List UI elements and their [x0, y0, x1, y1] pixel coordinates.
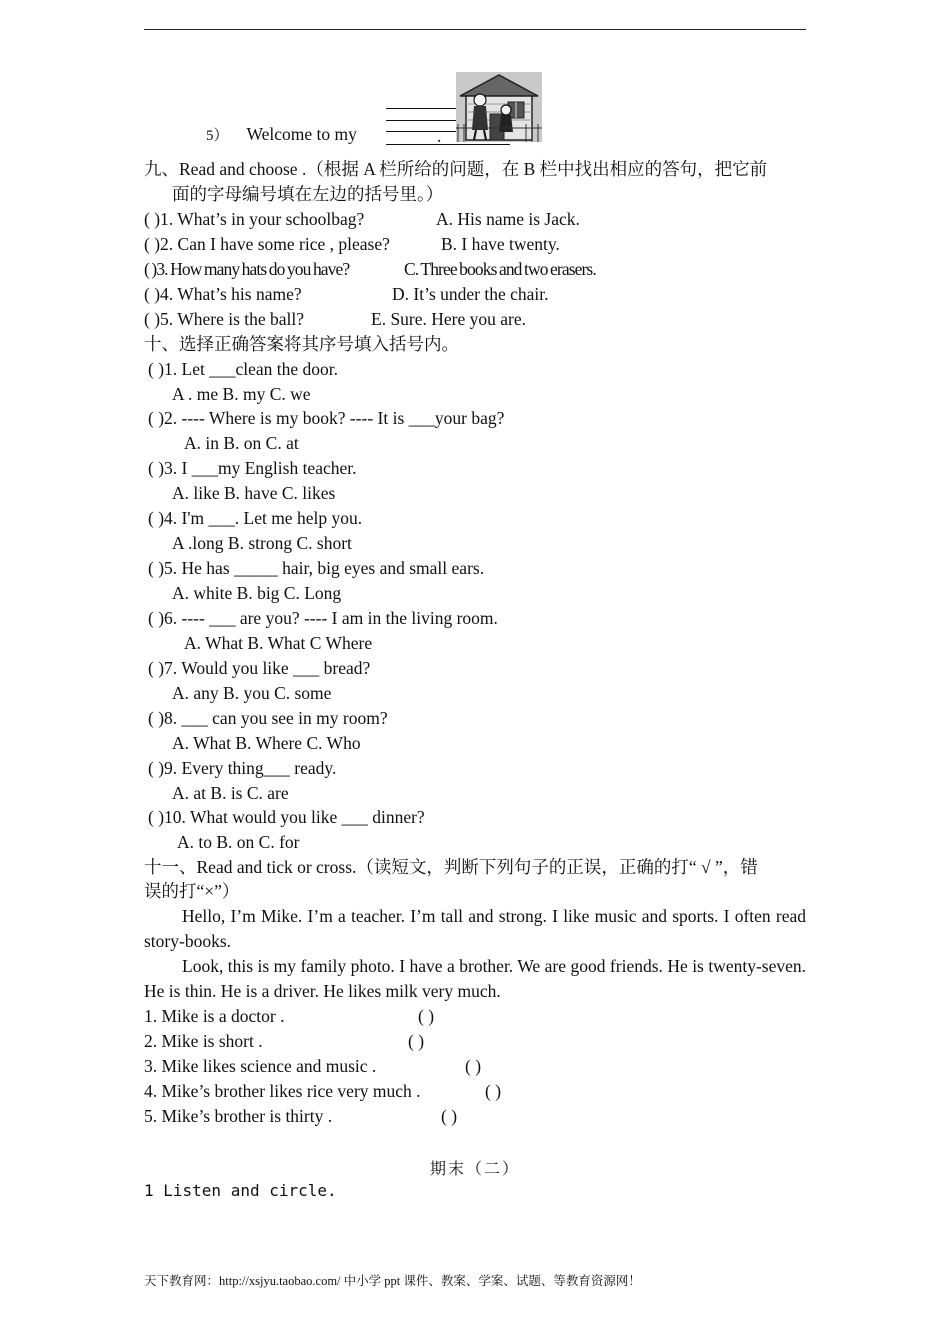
section9-question: ( )4. What’s his name?	[144, 284, 302, 304]
section10-question: ( )1. Let ___clean the door.	[148, 359, 339, 379]
reading-paragraph-2: Look, this is my family photo. I have a brother. We are good friends. He is twenty-seven. He is thin. He is a driver. He likes milk very much.	[144, 956, 806, 1001]
page-footer: 天下教育网：http://xsjyu.taobao.com/ 中小学 ppt 课件、教案、学案、试题、等教育资源网！	[144, 1274, 641, 1288]
section10-options: A .long B. strong C. short	[172, 533, 352, 553]
top-rule	[144, 29, 806, 30]
section10-options: A. to B. on C. for	[177, 832, 300, 852]
answer-line-4	[386, 144, 510, 145]
tick-cross-statement: 3. Mike likes science and music .	[144, 1056, 377, 1076]
section9-question: ( )3. How many hats do you have?	[144, 259, 350, 279]
tick-cross-bracket: ( )	[441, 1106, 458, 1126]
section10-question: ( )3. I ___my English teacher.	[148, 458, 357, 478]
section10-options: A. What B. What C Where	[184, 633, 373, 653]
tick-cross-statement: 2. Mike is short .	[144, 1031, 263, 1051]
house-picture	[456, 72, 542, 142]
answer-line-3	[386, 131, 456, 132]
section9-header-line1: 九、Read and choose .（根据 A 栏所给的问题，在 B 栏中找出相应的答句，把它前	[144, 159, 768, 179]
section10-options: A. at B. is C. are	[172, 783, 289, 803]
question-5-text: Welcome to my	[246, 124, 357, 144]
section9-answer: D. It’s under the chair.	[392, 284, 549, 304]
section11-header-line1: 十一、Read and tick or cross.（读短文，判断下列句子的正误，正确的打“ √ ”，错	[144, 857, 758, 877]
reading-paragraph-1: Hello, I’m Mike. I’m a teacher. I’m tall and strong. I like music and sports. I often read story-books.	[144, 906, 806, 951]
answer-line-1	[386, 108, 456, 109]
section10-question: ( )10. What would you like ___ dinner?	[148, 807, 425, 827]
section10-question: ( )8. ___ can you see in my room?	[148, 708, 388, 728]
section10-question: ( )4. I'm ___. Let me help you.	[148, 508, 363, 528]
question-5-number: 5）	[206, 128, 229, 144]
section9-question: ( )5. Where is the ball?	[144, 309, 305, 329]
section9-header-line2: 面的字母编号填在左边的括号里。）	[172, 184, 444, 204]
section10-options: A. in B. on C. at	[184, 433, 299, 453]
tick-cross-statement: 4. Mike’s brother likes rice very much .	[144, 1081, 421, 1101]
section10-question: ( )9. Every thing___ ready.	[148, 758, 337, 778]
section10-options: A. What B. Where C. Who	[172, 733, 361, 753]
section10-options: A . me B. my C. we	[172, 384, 311, 404]
section10-question: ( )5. He has _____ hair, big eyes and small ears.	[148, 558, 485, 578]
section9-question: ( )2. Can I have some rice , please?	[144, 234, 390, 254]
section10-options: A. white B. big C. Long	[172, 583, 342, 603]
part2-first-line: 1 Listen and circle.	[144, 1181, 337, 1200]
tick-cross-statement: 1. Mike is a doctor .	[144, 1006, 285, 1026]
tick-cross-bracket: ( )	[465, 1056, 482, 1076]
section10-question: ( )6. ---- ___ are you? ---- I am in the living room.	[148, 608, 498, 628]
tick-cross-bracket: ( )	[485, 1081, 502, 1101]
tick-cross-statement: 5. Mike’s brother is thirty .	[144, 1106, 333, 1126]
section10-question: ( )7. Would you like ___ bread?	[148, 658, 371, 678]
tick-cross-bracket: ( )	[418, 1006, 435, 1026]
section9-question: ( )1. What’s in your schoolbag?	[144, 209, 365, 229]
section9-answer: C. Three books and two erasers.	[404, 259, 596, 279]
section10-header: 十、选择正确答案将其序号填入括号内。	[144, 334, 459, 354]
section10-options: A. like B. have C. likes	[172, 483, 336, 503]
tick-cross-bracket: ( )	[408, 1031, 425, 1051]
section9-answer: E. Sure. Here you are.	[371, 309, 527, 329]
question-5-period: .	[437, 126, 442, 146]
section9-answer: B. I have twenty.	[441, 234, 560, 254]
section10-question: ( )2. ---- Where is my book? ---- It is ___your bag?	[148, 408, 505, 428]
section11-header-line2: 误的打“×”）	[144, 881, 240, 901]
answer-line-2	[386, 120, 456, 121]
part2-title: 期末（二）	[429, 1161, 520, 1178]
section10-options: A. any B. you C. some	[172, 683, 332, 703]
section9-answer: A. His name is Jack.	[436, 209, 580, 229]
question-5	[206, 124, 357, 145]
